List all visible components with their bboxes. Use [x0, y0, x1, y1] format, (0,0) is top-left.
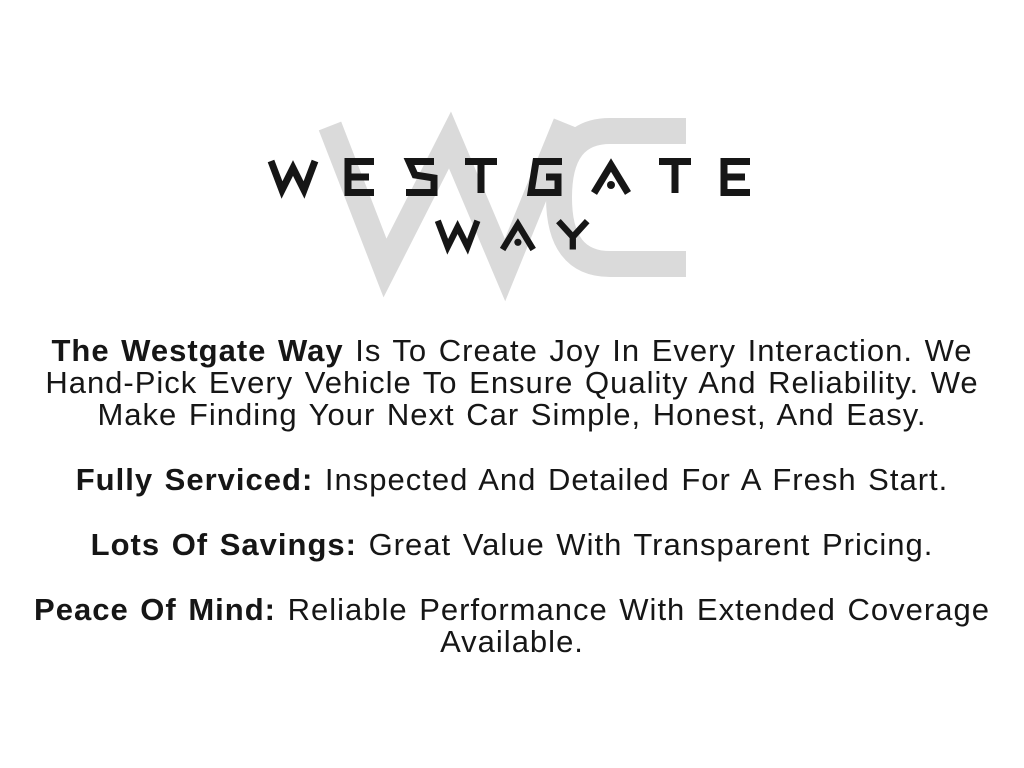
text-line [0, 464, 1024, 496]
line-text: Great Value With Transparent Pricing. [356, 527, 934, 562]
line-text: Is To Create Joy In Every Interaction. We [343, 333, 973, 368]
letter-a [594, 165, 628, 193]
logo-graphic [262, 110, 762, 292]
text-line [0, 399, 1024, 431]
wc-monogram-icon [330, 123, 686, 270]
intro-paragraph [0, 335, 1024, 431]
letter-t [659, 162, 691, 194]
bold-lead-in: Lots Of Savings: [90, 527, 357, 562]
text-line [0, 529, 1024, 561]
line-text: Reliable Performance With Extended Coverage [275, 592, 990, 627]
line-text: Available. [440, 624, 584, 659]
westgate-way-logo [0, 0, 1024, 292]
text-line [0, 367, 1024, 399]
peace-of-mind-paragraph [0, 594, 1024, 658]
bold-lead-in: The Westgate Way [51, 333, 344, 368]
text-line [0, 594, 1024, 626]
letter-e [724, 162, 750, 193]
bold-lead-in: Fully Serviced: [75, 462, 314, 497]
lots-of-savings-paragraph [0, 529, 1024, 561]
line-text: Make Finding Your Next Car Simple, Honest, And Easy. [97, 397, 927, 432]
letter-w [271, 161, 315, 190]
text-line [0, 335, 1024, 367]
bold-lead-in: Peace Of Mind: [34, 592, 276, 627]
text-line [0, 626, 1024, 658]
line-text: Inspected And Detailed For A Fresh Start. [313, 462, 949, 497]
letter-w [438, 221, 478, 247]
fully-serviced-paragraph [0, 464, 1024, 496]
body-text [0, 335, 1024, 658]
line-text: Hand-Pick Every Vehicle To Ensure Quality And Reliability. We [45, 365, 979, 400]
monogram-c-shape [559, 131, 686, 264]
